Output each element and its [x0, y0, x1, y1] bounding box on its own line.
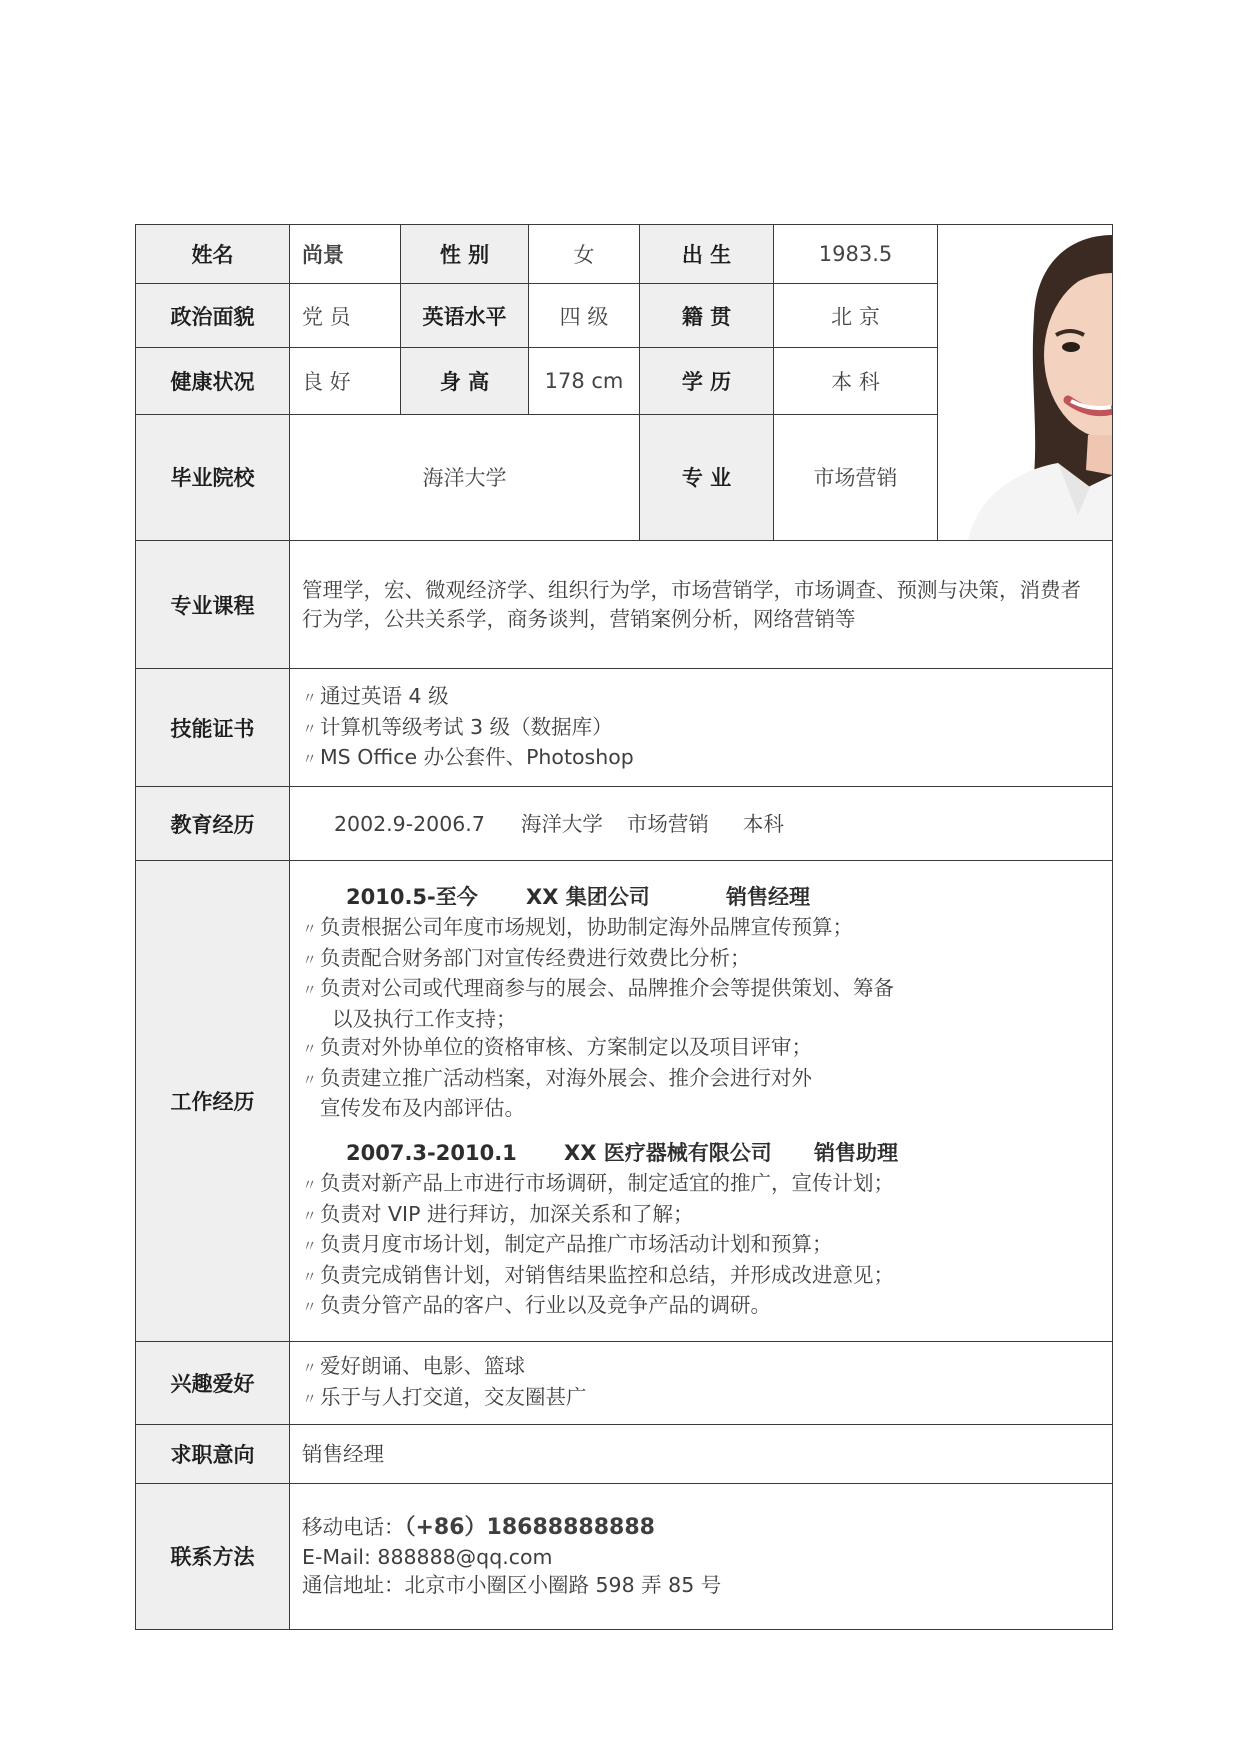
- list-item: 〃 负责对新产品上市进行市场调研，制定适宜的推广，宣传计划；: [302, 1169, 1100, 1200]
- work-label: 工作经历: [136, 861, 290, 1341]
- list-item: 〃 负责对公司或代理商参与的展会、品牌推介会等提供策划、筹备: [302, 974, 1100, 1005]
- politics-label: 政治面貌: [136, 284, 290, 348]
- height-value: 178 cm: [529, 348, 640, 414]
- list-item: 〃 负责根据公司年度市场规划，协助制定海外品牌宣传预算；: [302, 913, 1100, 944]
- phone-number[interactable]: （+86）18688888888: [404, 1515, 655, 1541]
- bullet-mark-icon: 〃: [302, 1298, 318, 1317]
- contact-address: 通信地址：北京市小圈区小圈路 598 弄 85 号: [302, 1573, 722, 1598]
- bullet-mark-icon: 〃: [302, 1070, 318, 1089]
- english-value: 四 级: [529, 284, 640, 348]
- list-item: 〃 负责对 VIP 进行拜访，加深关系和了解；: [302, 1200, 1100, 1231]
- bullet-mark-icon: 〃: [302, 981, 318, 1000]
- email-address[interactable]: 888888@qq.com: [377, 1544, 553, 1569]
- education-major: 市场营销: [626, 811, 709, 836]
- list-item: 〃 负责月度市场计划，制定产品推广市场活动计划和预算；: [302, 1230, 1100, 1261]
- address-value: 北京市小圈区小圈路 598 弄 85 号: [404, 1573, 722, 1598]
- work-list: [290, 883, 1112, 1322]
- height-label: 身 高: [401, 348, 529, 414]
- profile-photo: [938, 225, 1113, 540]
- list-item: 〃 负责配合财务部门对宣传经费进行效费比分析；: [302, 944, 1100, 975]
- job-company: XX 集团公司: [526, 884, 650, 909]
- bullet-mark-icon: 〃: [302, 1237, 318, 1256]
- degree-label: 学 历: [640, 348, 774, 414]
- list-item: 〃 负责完成销售计划，对销售结果监控和总结，并形成改进意见；: [302, 1261, 1100, 1292]
- bullet-mark-icon: 〃: [302, 719, 318, 738]
- list-item: 〃 负责建立推广活动档案，对海外展会、推介会进行对外: [302, 1064, 1100, 1095]
- education-cell: [290, 787, 1113, 861]
- list-item: 〃 爱好朗诵、电影、篮球: [302, 1352, 1100, 1383]
- list-item: 〃 负责对外协单位的资格审核、方案制定以及项目评审；: [302, 1033, 1100, 1064]
- bullet-mark-icon: 〃: [302, 1359, 318, 1378]
- job-header: [302, 1139, 1100, 1168]
- skills-label: 技能证书: [136, 669, 290, 787]
- education-period: 2002.9-2006.7: [334, 811, 485, 836]
- bullet-mark-icon: 〃: [302, 1267, 318, 1286]
- bullet-mark-icon: 〃: [302, 689, 318, 708]
- photo-cell: [938, 225, 1113, 541]
- bullet-mark-icon: 〃: [302, 950, 318, 969]
- gender-label: 性 别: [401, 225, 529, 284]
- school-label: 毕业院校: [136, 414, 290, 541]
- name-label: 姓名: [136, 225, 290, 284]
- list-item: 〃 计算机等级考试 3 级（数据库）: [302, 713, 1100, 744]
- bullet-mark-icon: 〃: [302, 1206, 318, 1225]
- health-value: 良 好: [290, 348, 401, 414]
- job-title: 销售助理: [814, 1140, 898, 1165]
- resume-table: [135, 224, 1113, 1630]
- bullet-mark-icon: 〃: [302, 1389, 318, 1408]
- job-company: XX 医疗器械有限公司: [564, 1140, 772, 1165]
- politics-value: 党 员: [290, 284, 401, 348]
- list-item-continued: 以及执行工作支持；: [332, 1006, 517, 1031]
- education-degree: 本科: [742, 811, 784, 836]
- bullet-mark-icon: 〃: [302, 1040, 318, 1059]
- degree-value: 本 科: [774, 348, 938, 414]
- courses-cell: [290, 541, 1113, 669]
- job-period: 2007.3-2010.1: [346, 1140, 517, 1165]
- courses-label: 专业课程: [136, 541, 290, 669]
- bullet-mark-icon: 〃: [302, 920, 318, 939]
- health-label: 健康状况: [136, 348, 290, 414]
- major-value: 市场营销: [774, 414, 938, 541]
- contact-list: [290, 1513, 1112, 1600]
- intention-value: 销售经理: [302, 1441, 384, 1466]
- contact-label: 联系方法: [136, 1483, 290, 1629]
- list-item-continued: 宣传发布及内部评估。: [320, 1096, 525, 1121]
- skills-cell: [290, 669, 1113, 787]
- job-period: 2010.5-至今: [346, 884, 478, 909]
- birth-value: 1983.5: [774, 225, 938, 284]
- education-school: 海洋大学: [520, 811, 603, 836]
- birth-label: 出 生: [640, 225, 774, 284]
- hobbies-label: 兴趣爱好: [136, 1341, 290, 1424]
- bullet-mark-icon: 〃: [302, 750, 318, 769]
- native-value: 北 京: [774, 284, 938, 348]
- work-cell: [290, 861, 1113, 1341]
- list-item: 〃 通过英语 4 级: [302, 682, 1100, 713]
- courses-text: 管理学，宏、微观经济学、组织行为学，市场营销学，市场调查、预测与决策，消费者行为学，公共关系学，商务谈判，营销案例分析，网络营销等: [302, 578, 1081, 631]
- list-item: 〃 MS Office 办公套件、Photoshop: [302, 743, 1100, 774]
- hobbies-cell: [290, 1341, 1113, 1424]
- hobbies-list: [290, 1352, 1112, 1413]
- name-value: 尚景: [290, 225, 401, 284]
- skills-list: [290, 682, 1112, 774]
- gender-value: 女: [529, 225, 640, 284]
- job-title: 销售经理: [726, 884, 810, 909]
- contact-email: E-Mail: 888888@qq.com: [302, 1544, 553, 1569]
- intention-cell: [290, 1424, 1113, 1483]
- school-value: 海洋大学: [290, 414, 640, 541]
- bullet-mark-icon: 〃: [302, 1176, 318, 1195]
- education-entry: [290, 810, 1112, 839]
- job-header: [302, 883, 1100, 912]
- major-label: 专 业: [640, 414, 774, 541]
- english-label: 英语水平: [401, 284, 529, 348]
- intention-label: 求职意向: [136, 1424, 290, 1483]
- contact-phone: 移动电话：（+86）18688888888: [302, 1515, 655, 1541]
- education-label: 教育经历: [136, 787, 290, 861]
- contact-cell: [290, 1483, 1113, 1629]
- native-label: 籍 贯: [640, 284, 774, 348]
- list-item: 〃 负责分管产品的客户、行业以及竞争产品的调研。: [302, 1291, 1100, 1322]
- list-item: 〃 乐于与人打交道，交友圈甚广: [302, 1383, 1100, 1414]
